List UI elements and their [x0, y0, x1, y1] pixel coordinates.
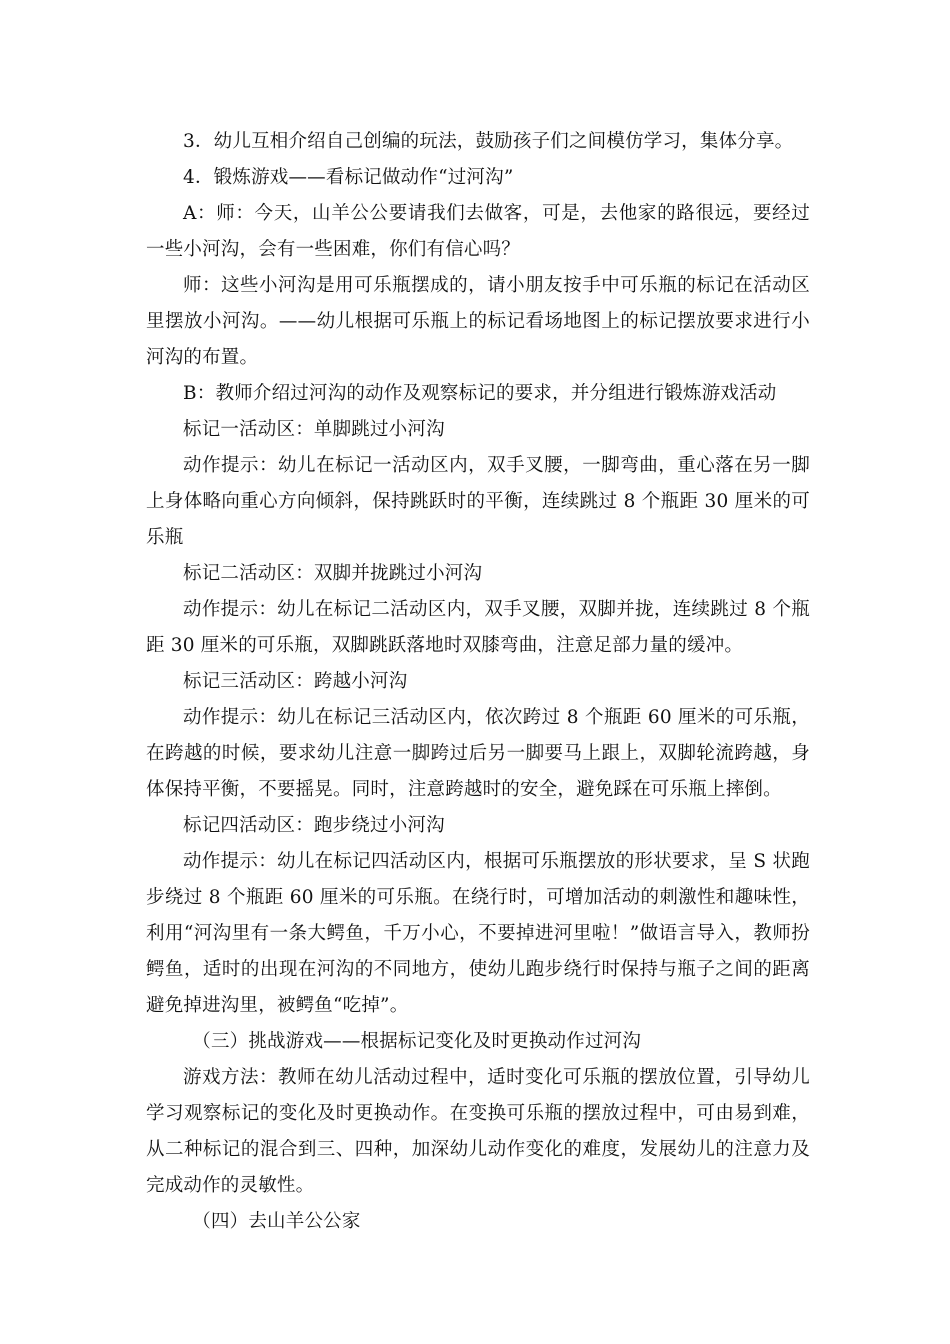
paragraph-zone-4-title: 标记四活动区：跑步绕过小河沟: [183, 815, 445, 836]
paragraph-zone-1-title: 标记一活动区：单脚跳过小河沟: [183, 419, 445, 440]
paragraph-zone-3-tips: 动作提示：幼儿在标记三活动区内，依次跨过 8 个瓶距 60 厘米的可乐瓶，在跨越的时候，要求幼儿注意一脚跨过后另一脚要马上跟上，双脚轮流跨越，身体保持平衡，不要摇晃。同时，注意跨越时的安全，避免踩在可乐瓶上摔倒。: [146, 707, 810, 800]
paragraph-exercise-game-heading: 4．锻炼游戏——看标记做动作“过河沟”: [183, 167, 514, 188]
paragraph-a-teacher-intro: A：师：今天，山羊公公要请我们去做客，可是，去他家的路很远，要经过一些小河沟，会有一些困难，你们有信心吗？: [146, 203, 810, 260]
paragraph-teacher-setup: 师：这些小河沟是用可乐瓶摆成的，请小朋友按手中可乐瓶的标记在活动区里摆放小河沟。——幼儿根据可乐瓶上的标记看场地图上的标记摆放要求进行小河沟的布置。: [146, 275, 810, 368]
paragraph-zone-3-title: 标记三活动区：跨越小河沟: [183, 671, 408, 692]
paragraph-b-teacher-explains: B：教师介绍过河沟的动作及观察标记的要求，并分组进行锻炼游戏活动: [183, 383, 777, 404]
paragraph-section-4-heading: （四）去山羊公公家: [192, 1211, 361, 1232]
paragraph-zone-2-title: 标记二活动区：双脚并拢跳过小河沟: [183, 563, 483, 584]
paragraph-game-method: 游戏方法：教师在幼儿活动过程中，适时变化可乐瓶的摆放位置，引导幼儿学习观察标记的变化及时更换动作。在变换可乐瓶的摆放过程中，可由易到难，从二种标记的混合到三、四种，加深幼儿动作变化的难度，发展幼儿的注意力及完成动作的灵敏性。: [146, 1067, 810, 1196]
paragraph-zone-2-tips: 动作提示：幼儿在标记二活动区内，双手叉腰，双脚并拢，连续跳过 8 个瓶距 30 厘米的可乐瓶，双脚跳跃落地时双膝弯曲，注意足部力量的缓冲。: [146, 599, 810, 656]
paragraph-zone-4-tips: 动作提示：幼儿在标记四活动区内，根据可乐瓶摆放的形状要求，呈 S 状跑步绕过 8 个瓶距 60 厘米的可乐瓶。在绕行时，可增加活动的刺激性和趣味性，利用“河沟里有一条大鳄鱼，千万小心，不要掉进河里啦！”做语言导入，教师扮鳄鱼，适时的出现在河沟的不同地方，使幼儿跑步绕行时保持与瓶子之间的距离避免掉进沟里，被鳄鱼“吃掉”。: [146, 851, 810, 1016]
paragraph-item-3: 3．幼儿互相介绍自己创编的玩法，鼓励孩子们之间模仿学习，集体分享。: [183, 131, 794, 152]
paragraph-zone-1-tips: 动作提示：幼儿在标记一活动区内，双手叉腰，一脚弯曲，重心落在另一脚上身体略向重心方向倾斜，保持跳跃时的平衡，连续跳过 8 个瓶距 30 厘米的可乐瓶: [146, 455, 810, 548]
document-body: [146, 124, 810, 1240]
paragraph-section-3-heading: （三）挑战游戏——根据标记变化及时更换动作过河沟: [192, 1031, 642, 1052]
